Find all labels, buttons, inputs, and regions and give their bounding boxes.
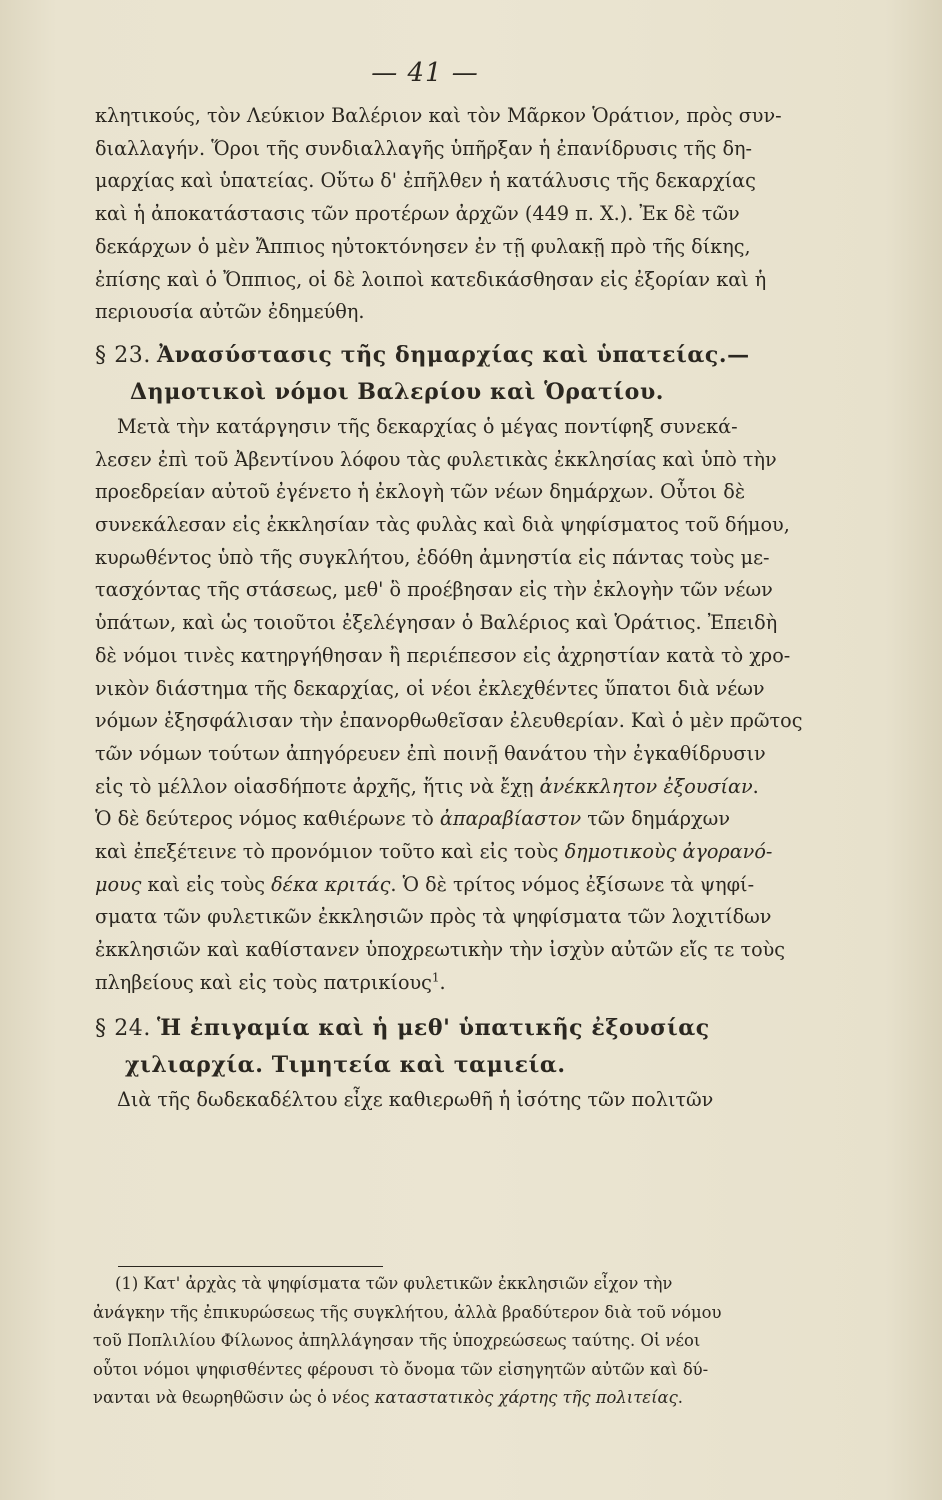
- page-number: — 41 —: [371, 58, 479, 88]
- intro-paragraph: [95, 100, 840, 329]
- text-line: διαλλαγήν. Ὅροι τῆς συνδιαλλαγῆς ὑπῆρξαν ἡ ἐπανίδρυσις τῆς δη-: [95, 136, 753, 160]
- section-24-heading: [95, 1010, 840, 1084]
- footnote-mark: 1: [431, 970, 440, 985]
- text-line: [95, 803, 840, 836]
- footnote-line: [93, 1384, 848, 1413]
- text-line: κυρωθέντος ὑπὸ τῆς συγκλήτου, ἐδόθη ἀμνηστία εἰς πάντας τοὺς με-: [95, 545, 770, 569]
- text-run: . Ὁ δὲ τρίτος νόμος ἐξίσωνε τὰ ψηφί-: [390, 872, 755, 896]
- text-line: κλητικούς, τὸν Λεύκιον Βαλέριον καὶ τὸν Μᾶρκον Ὁράτιον, πρὸς συν-: [95, 104, 782, 127]
- section-sign: § 24.: [95, 1015, 151, 1041]
- italic-term: ἀπαραβίαστον: [439, 807, 582, 831]
- text-line: λεσεν ἐπὶ τοῦ Ἀβεντίνου λόφου τὰς φυλετικὰς ἐκκλησίας καὶ ὑπὸ τὴν: [95, 447, 777, 471]
- text-line: προεδρείαν αὐτοῦ ἐγένετο ἡ ἐκλογὴ τῶν νέων δημάρχων. Οὗτοι δὲ: [95, 480, 746, 504]
- text-run: καὶ ἐπεξέτεινε τὸ προνόμιον τοῦτο καὶ εἰς τοὺς: [95, 840, 559, 864]
- text-run: Ὁ δὲ δεύτερος νόμος καθιέρωνε τὸ: [95, 807, 434, 831]
- footnote-line: τοῦ Ποπλιλίου Φίλωνος ἀπηλλάγησαν τῆς ὑποχρεώσεως ταύτης. Οἱ νέοι: [93, 1331, 701, 1350]
- italic-term: δημοτικοὺς ἀγορανό-: [564, 840, 773, 864]
- text-run: πληβείους καὶ εἰς τοὺς πατρικίους: [95, 970, 432, 994]
- footnote-line: οὗτοι νόμοι ψηφισθέντες φέρουσι τὸ ὄνομα τῶν εἰσηγητῶν αὐτῶν καὶ δύ-: [93, 1359, 709, 1379]
- text-line: συνεκάλεσαν εἰς ἐκκλησίαν τὰς φυλὰς καὶ διὰ ψηφίσματος τοῦ δήμου,: [95, 513, 790, 537]
- italic-term: ἀνέκκλητον ἐξουσίαν: [539, 774, 753, 798]
- text-line: καὶ ἡ ἀποκατάστασις τῶν προτέρων ἀρχῶν (449 π. Χ.). Ἐκ δὲ τῶν: [95, 202, 740, 226]
- section-24-first-line: Διὰ τῆς δωδεκαδέλτου εἶχε καθιερωθῆ ἡ ἰσότης τῶν πολιτῶν: [117, 1087, 714, 1111]
- text-line: περιουσία αὐτῶν ἐδημεύθη.: [95, 300, 365, 324]
- footnote: [93, 1270, 848, 1413]
- italic-term: μους: [95, 872, 142, 896]
- section-23-heading: [95, 337, 840, 411]
- section-23-paragraph: [95, 411, 840, 1000]
- text-run: καὶ εἰς τοὺς: [147, 872, 266, 896]
- text-line: μαρχίας καὶ ὑπατείας. Οὕτω δ' ἐπῆλθεν ἡ κατάλυσις τῆς δεκαρχίας: [95, 169, 756, 193]
- text-line: δεκάρχων ὁ μὲν Ἄππιος ηὐτοκτόνησεν ἐν τῇ φυλακῇ πρὸ τῆς δίκης,: [95, 234, 751, 258]
- footnote-divider: [118, 1266, 383, 1267]
- text-line: [95, 836, 840, 869]
- text-line: [95, 967, 840, 1000]
- footnote-line: ἀνάγκην τῆς ἐπικυρώσεως τῆς συγκλήτου, ἀλλὰ βραδύτερον διὰ τοῦ νόμου: [93, 1302, 722, 1322]
- text-line: [95, 869, 840, 902]
- footnote-line: (1) Κατ' ἀρχὰς τὰ ψηφίσματα τῶν φυλετικῶν ἐκκλησιῶν εἶχον τὴν: [115, 1274, 673, 1293]
- section-title-line: Ἡ ἐπιγαμία καὶ ἡ μεθ' ὑπατικῆς ἐξουσίας: [156, 1014, 710, 1041]
- text-line: ἐκκλησιῶν καὶ καθίστανεν ὑποχρεωτικὴν τὴν ἰσχὺν αὐτῶν εἴς τε τοὺς: [95, 938, 786, 962]
- text-run: .: [677, 1388, 683, 1407]
- section-sign: § 23.: [95, 342, 151, 368]
- section-title-line: χιλιαρχία. Τιμητεία καὶ ταμιεία.: [125, 1051, 566, 1078]
- text-line: Μετὰ τὴν κατάργησιν τῆς δεκαρχίας ὁ μέγας ποντίφηξ συνεκά-: [117, 414, 738, 438]
- text-line: [95, 771, 840, 804]
- text-run: τῶν δημάρχων: [587, 807, 730, 831]
- text-run: νανται νὰ θεωρηθῶσιν ὡς ὁ νέος: [93, 1388, 370, 1407]
- text-run: εἰς τὸ μέλλον οἱασδήποτε ἀρχῆς, ἥτις νὰ ἔχῃ: [95, 774, 534, 798]
- text-line: τῶν νόμων τούτων ἀπηγόρευεν ἐπὶ ποινῇ θανάτου τὴν ἐγκαθίδρυσιν: [95, 741, 766, 765]
- main-text: [95, 100, 840, 1116]
- italic-term: καταστατικὸς χάρτης τῆς πολιτείας: [374, 1388, 678, 1407]
- section-title-line: Ἀνασύστασις τῆς δημαρχίας καὶ ὑπατείας.—: [156, 341, 750, 368]
- text-line: τασχόντας τῆς στάσεως, μεθ' ὃ προέβησαν εἰς τὴν ἐκλογὴν τῶν νέων: [95, 578, 773, 602]
- italic-term: δέκα κριτάς: [271, 872, 391, 896]
- text-run: .: [752, 774, 759, 798]
- section-title-line: Δημοτικοὶ νόμοι Βαλερίου καὶ Ὁρατίου.: [130, 378, 665, 405]
- text-line: δὲ νόμοι τινὲς κατηργήθησαν ἢ περιέπεσον εἰς ἀχρηστίαν κατὰ τὸ χρο-: [95, 643, 791, 667]
- text-line: ἐπίσης καὶ ὁ Ὄππιος, οἱ δὲ λοιποὶ κατεδικάσθησαν εἰς ἐξορίαν καὶ ἡ: [95, 267, 767, 291]
- text-line: νόμων ἐξησφάλισαν τὴν ἐπανορθωθεῖσαν ἐλευθερίαν. Καὶ ὁ μὲν πρῶτος: [95, 709, 803, 733]
- text-line: σματα τῶν φυλετικῶν ἐκκλησιῶν πρὸς τὰ ψηφίσματα τῶν λοχιτίδων: [95, 905, 772, 929]
- text-line: ὑπάτων, καὶ ὡς τοιοῦτοι ἐξελέγησαν ὁ Βαλέριος καὶ Ὁράτιος. Ἐπειδὴ: [95, 611, 778, 635]
- text-line: νικὸν διάστημα τῆς δεκαρχίας, οἱ νέοι ἐκλεχθέντες ὕπατοι διὰ νέων: [95, 676, 765, 700]
- text-run: .: [439, 970, 446, 994]
